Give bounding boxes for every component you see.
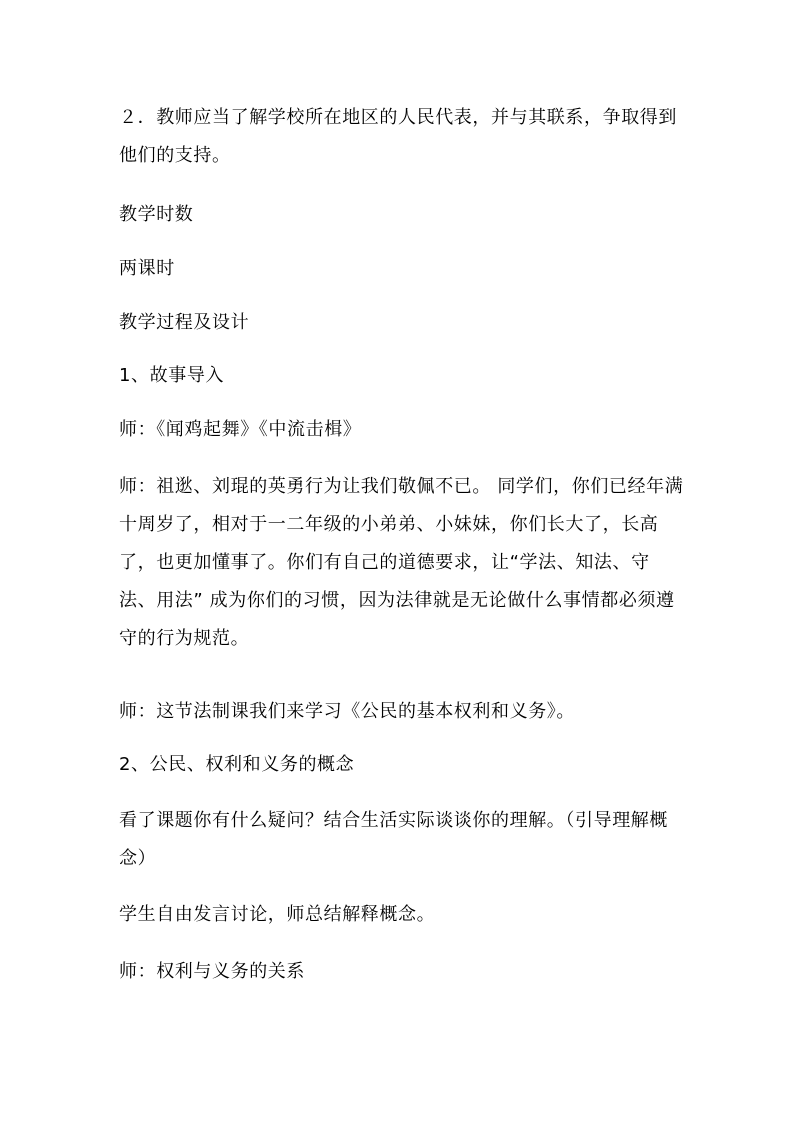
paragraph-two-lessons: 两课时: [119, 258, 175, 279]
paragraph-rights-duties: 师：权利与义务的关系: [119, 961, 305, 982]
heading-concepts: 2、公民、权利和义务的概念: [119, 754, 355, 775]
heading-teaching-hours: 教学时数: [119, 204, 194, 225]
paragraph-teacher-speech: 师：祖逖、刘琨的英勇行为让我们敬佩不已。 同学们，你们已经年满十周岁了，相对于一二年级的小弟弟、小妹妹，你们长大了，长高了，也更加懂事了。你们有自己的道德要求，让“学法、知法、守法、用法” 成为你们的习惯，因为法律就是无论做什么事情都必须遵守的行为规范。: [119, 476, 684, 649]
heading-teaching-process: 教学过程及设计: [119, 312, 250, 333]
heading-story-intro: 1、故事导入: [119, 365, 225, 386]
paragraph-teacher-contact: ２．教师应当了解学校所在地区的人民代表，并与其联系，争取得到他们的支持。: [119, 107, 677, 166]
paragraph-story-titles: 师：《闻鸡起舞》《中流击楫》: [119, 419, 362, 440]
paragraph-discussion: 学生自由发言讨论，师总结解释概念。: [119, 904, 436, 925]
paragraph-questions: 看了课题你有什么疑问？结合生活实际谈谈你的理解。（引导理解概念）: [119, 810, 668, 869]
paragraph-lesson-topic: 师：这节法制课我们来学习《公民的基本权利和义务》。: [119, 701, 575, 722]
